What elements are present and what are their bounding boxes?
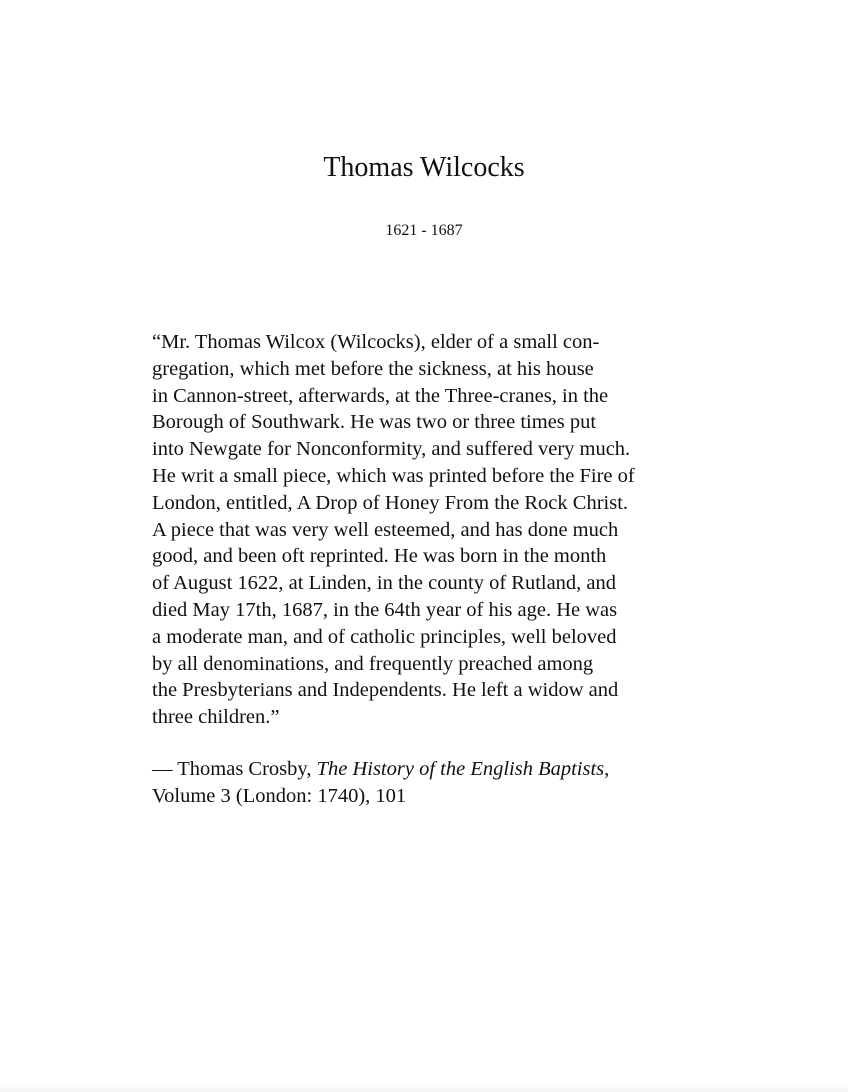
quote-block (152, 329, 712, 731)
quote-line: Borough of Southwark. He was two or three times put (152, 411, 597, 434)
quote-line: into Newgate for Nonconformity, and suffered very much. (152, 438, 631, 461)
quote-line: a moderate man, and of catholic principles, well beloved (152, 625, 617, 648)
book-title: The History of the English Baptists (316, 758, 605, 780)
quote-line: A piece that was very well esteemed, and has done much (152, 518, 619, 541)
quote-line: of August 1622, at Linden, in the county of Rutland, and (152, 572, 617, 595)
attribution (152, 756, 712, 810)
quote-line: He writ a small piece, which was printed before the Fire of (152, 464, 635, 487)
quote-line: three children.” (152, 706, 280, 729)
quote-line: gregation, which met before the sickness, at his house (152, 357, 594, 380)
life-dates: 1621 - 1687 (385, 222, 463, 239)
attribution-suffix: , (604, 758, 610, 780)
page-bottom-edge (0, 1084, 848, 1092)
quote-line: “Mr. Thomas Wilcox (Wilcocks), elder of a small con- (152, 331, 600, 353)
attribution-prefix: — Thomas Crosby, (152, 758, 317, 780)
page-title: Thomas Wilcocks (323, 152, 525, 183)
quote-line: by all denominations, and frequently preached among (152, 652, 594, 675)
quote-line: good, and been oft reprinted. He was born in the month (152, 545, 607, 568)
attribution-line-2: Volume 3 (London: 1740), 101 (152, 784, 407, 807)
quote-line: in Cannon-street, afterwards, at the Three-cranes, in the (152, 384, 609, 407)
quote-line: the Presbyterians and Independents. He left a widow and (152, 679, 619, 702)
quote-line: London, entitled, A Drop of Honey From the Rock Christ. (152, 491, 629, 514)
attribution-line-1 (152, 758, 609, 780)
quote-line: died May 17th, 1687, in the 64th year of his age. He was (152, 598, 618, 621)
